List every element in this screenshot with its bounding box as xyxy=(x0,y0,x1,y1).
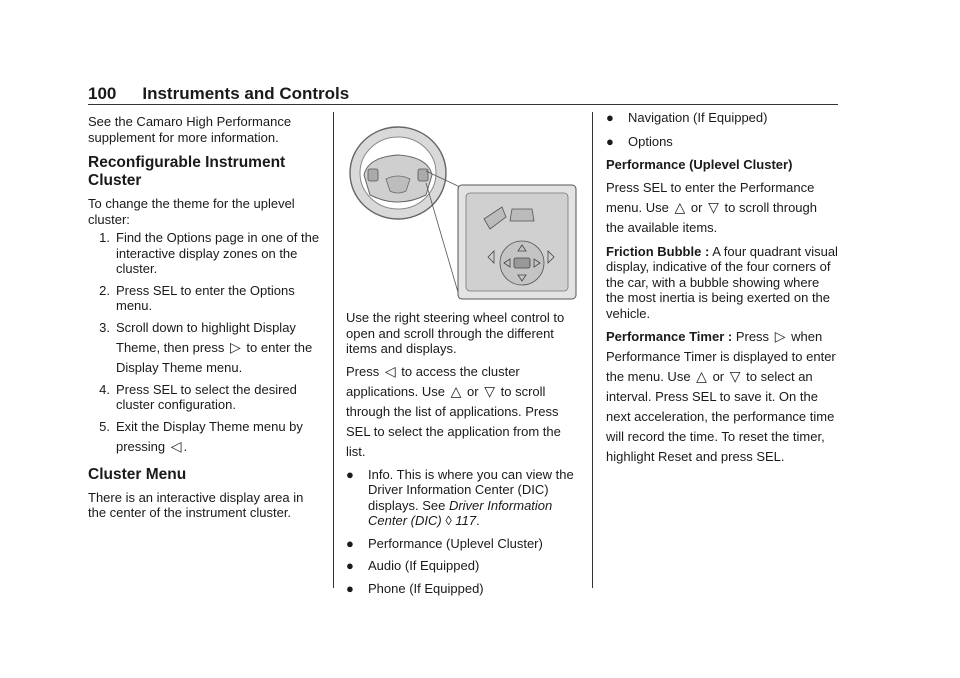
theme-intro: To change the theme for the uplevel cluster: xyxy=(88,196,295,227)
bullet-text: Info. This is where you can view the Driver Information Center (DIC) displays. See xyxy=(368,466,574,513)
text-segment: Press xyxy=(735,329,770,344)
steering-control-text: Use the right steering wheel control to open and scroll through the different items and displays. xyxy=(346,310,565,356)
up-arrow-icon: △ xyxy=(674,198,686,215)
bullet-icon: ● xyxy=(346,535,354,551)
step-text: . xyxy=(183,438,188,454)
wheel-emblem xyxy=(386,176,410,193)
right-arrow-icon: ▷ xyxy=(774,328,786,344)
text-segment: to scroll through the list of applications. Press SEL to select the application from the list. xyxy=(346,383,561,459)
step-text: Exit the Display Theme menu by pressing xyxy=(116,418,303,454)
bullet-icon: ● xyxy=(346,580,354,596)
step-number: 4. xyxy=(99,381,110,397)
step-text: Find the Options page in one of the interactive display zones on the cluster. xyxy=(116,230,320,276)
list-item xyxy=(346,558,582,574)
term-definition: A four quadrant visual display, indicative of the four corners of the car, with a bubble showing where the most inertia is being exerted on the vehicle. xyxy=(606,243,838,321)
step-number: 3. xyxy=(99,319,110,335)
list-item xyxy=(606,110,838,126)
column-divider-1 xyxy=(333,112,334,588)
up-arrow-icon: △ xyxy=(696,368,707,384)
text-segment: to scroll through the available items. xyxy=(606,199,817,235)
steering-wheel-controls-illustration xyxy=(346,117,578,303)
page-ref-icon: ◊ xyxy=(445,513,452,528)
list-item xyxy=(88,283,324,314)
column-2 xyxy=(346,310,582,596)
text-segment: to access the cluster applications. Use xyxy=(346,363,520,399)
column-3 xyxy=(606,110,838,467)
step-number: 5. xyxy=(99,418,110,434)
friction-bubble-text xyxy=(606,244,838,322)
bullet-text: Options xyxy=(628,133,673,149)
bullet-text: Performance (Uplevel Cluster) xyxy=(368,535,543,551)
bullet-icon: ● xyxy=(346,558,354,573)
step-text: to enter the Display Theme menu. xyxy=(116,339,313,375)
up-arrow-icon: △ xyxy=(450,382,462,399)
list-item xyxy=(346,467,582,529)
left-control-pad xyxy=(368,169,378,181)
text-segment: when Performance Timer is displayed to enter the menu. Use xyxy=(606,329,836,384)
cross-reference-link[interactable]: Driver Information Center (DIC) xyxy=(368,497,553,528)
callout-line xyxy=(426,183,460,299)
list-item xyxy=(88,417,324,457)
list-item xyxy=(346,581,582,597)
down-arrow-icon: ▽ xyxy=(708,198,719,215)
bullet-text: Phone (If Equipped) xyxy=(368,580,484,596)
bullet-text: Navigation (If Equipped) xyxy=(628,110,768,125)
section-title: Instruments and Controls xyxy=(142,84,350,103)
theme-steps xyxy=(88,230,324,457)
page-number: 100 xyxy=(88,84,117,103)
page-header xyxy=(88,84,349,104)
step-number: 1. xyxy=(99,230,110,245)
text-segment: or xyxy=(690,199,703,215)
text-segment: or xyxy=(712,369,725,384)
heading-cluster-menu: Cluster Menu xyxy=(88,465,187,483)
header-rule xyxy=(88,104,838,105)
down-arrow-icon: ▽ xyxy=(729,368,741,384)
bullet-icon: ● xyxy=(606,110,614,125)
step-number: 2. xyxy=(99,282,110,298)
phone-button xyxy=(510,209,534,221)
column-1 xyxy=(88,114,324,521)
step-text: Press SEL to select the desired cluster configuration. xyxy=(116,381,297,412)
column-divider-2 xyxy=(592,112,593,588)
performance-text xyxy=(606,178,838,238)
left-arrow-icon: ◁ xyxy=(170,437,182,454)
down-arrow-icon: ▽ xyxy=(484,382,495,399)
cluster-menu-text: There is an interactive display area in the center of the instrument cluster. xyxy=(88,489,304,520)
performance-heading: Performance (Uplevel Cluster) xyxy=(606,157,793,172)
text-segment: Press xyxy=(346,363,380,379)
bullet-icon: ● xyxy=(606,133,614,149)
step-text: Scroll down to highlight Display Theme, then press xyxy=(116,319,296,355)
list-item xyxy=(88,318,324,378)
term-label: Friction Bubble : xyxy=(606,243,710,259)
page-reference[interactable]: 117 xyxy=(455,513,477,528)
text-segment: or xyxy=(467,383,479,399)
heading-reconfigurable-cluster: Reconfigurable Instrument Cluster xyxy=(88,154,286,189)
right-arrow-icon: ▷ xyxy=(230,338,241,355)
list-item xyxy=(606,134,838,150)
sel-button xyxy=(514,258,530,268)
step-text: Press SEL to enter the Options menu. xyxy=(116,282,295,313)
intro-text: See the Camaro High Performance supplement for more information. xyxy=(88,114,292,145)
applications-text xyxy=(346,362,582,462)
period: . xyxy=(476,513,480,528)
term-label: Performance Timer : xyxy=(606,329,733,344)
text-segment: Press SEL to enter the Performance menu. Use xyxy=(606,179,815,215)
text-segment: to select an interval. Press SEL to save it. On the next acceleration, the performance time will record the time. To reset the timer, highlight Reset and press SEL. xyxy=(606,369,835,464)
left-arrow-icon: ◁ xyxy=(384,362,396,379)
list-item xyxy=(88,230,324,277)
list-item xyxy=(346,536,582,552)
list-item xyxy=(88,382,324,413)
performance-timer-text xyxy=(606,327,838,467)
bullet-icon: ● xyxy=(346,466,354,482)
bullet-text: Audio (If Equipped) xyxy=(368,558,480,573)
